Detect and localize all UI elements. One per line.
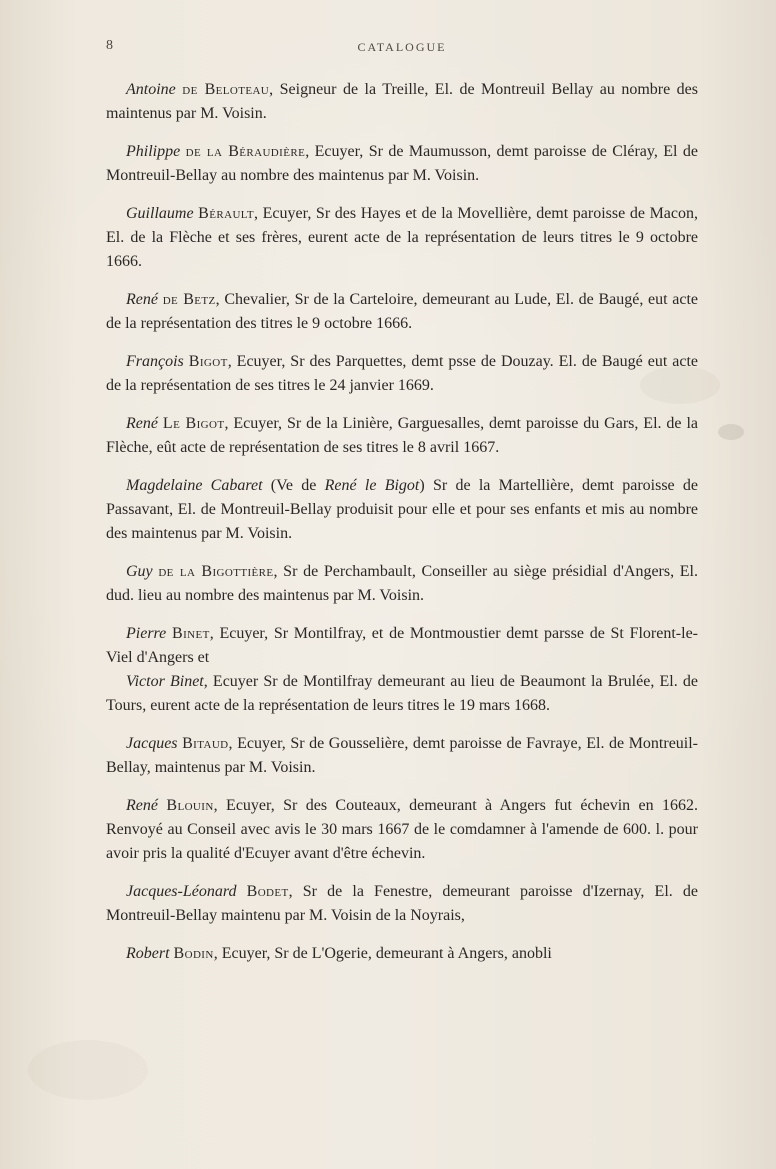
entry-family-name: Bitaud <box>182 735 229 752</box>
page-number: 8 <box>106 38 114 53</box>
entry-family-name: Blouin <box>166 797 214 814</box>
entry-given-name: Victor Binet <box>126 673 204 690</box>
entry-family-name: de Betz <box>162 291 216 308</box>
catalogue-entry <box>106 202 698 274</box>
running-title: CATALOGUE <box>357 40 447 54</box>
paper-stain <box>28 1040 148 1100</box>
entry-family-name: Le Bigot <box>162 415 225 432</box>
catalogue-entry <box>106 670 698 718</box>
entry-text: , Ecuyer, Sr de Maumusson, demt paroisse de Cléray, El de Montreuil-Bellay au nombre des maintenus par M. Voisin. <box>106 143 699 184</box>
entry-text: , Ecuyer, Sr des Parquettes, demt psse de Douzay. El. de Baugé eut acte de la représentation de ses titres le 24 janvier 1669. <box>106 353 698 394</box>
entry-given-name: Jacques <box>126 735 178 752</box>
entry-text: , Seigneur de la Treille, El. de Montreuil Bellay au nombre des maintenus par M. Voisin. <box>106 81 698 122</box>
entry-text: (Ve de <box>262 477 325 494</box>
catalogue-entry <box>106 732 698 780</box>
entry-given-name: François <box>126 353 184 370</box>
entry-given-name: René <box>126 415 158 432</box>
entry-family-name: Binet <box>172 625 210 642</box>
catalogue-entry <box>106 794 698 866</box>
entry-family-name: de la Béraudière <box>185 143 306 160</box>
running-head <box>106 38 698 64</box>
catalogue-entry <box>106 288 698 336</box>
catalogue-entry <box>106 560 698 608</box>
entry-family-name: de la Bigottière <box>158 563 274 580</box>
entry-text: , Ecuyer, Sr de Gousselière, demt paroisse de Favraye, El. de Montreuil-Bellay, maintenus par M. Voisin. <box>106 735 699 776</box>
entry-given-name: Guy <box>126 563 153 580</box>
entry-text: , Chevalier, Sr de la Carteloire, demeurant au Lude, El. de Baugé, eut acte de la représentation des titres le 9 octobre 1666. <box>106 291 699 332</box>
catalogue-entry <box>106 350 698 398</box>
entry-given-name: René <box>126 291 158 308</box>
entry-family-name: Bérault <box>198 205 255 222</box>
entry-given-name: René le Bigot <box>324 477 420 494</box>
entry-text: , Ecuyer, Sr de L'Ogerie, demeurant à Angers, anobli <box>213 945 552 962</box>
entry-given-name: René <box>126 797 158 814</box>
entry-text: ) Sr de la Martellière, demt paroisse de Passavant, El. de Montreuil-Bellay produisit pour elle et pour ses enfants et mis au nombre des maintenus par M. Voisin. <box>106 477 699 542</box>
catalogue-entry <box>106 942 698 966</box>
catalogue-entry <box>106 140 698 188</box>
entry-text: , Ecuyer, Sr de la Linière, Garguesalles, demt paroisse du Gars, El. de la Flèche, eût acte de représentation de ses titres le 8 avril 1667. <box>106 415 699 456</box>
entry-given-name: Philippe <box>126 143 181 160</box>
catalogue-entry <box>106 880 698 928</box>
entry-given-name: Jacques-Léonard <box>126 883 237 900</box>
entry-text: , Sr de la Fenestre, demeurant paroisse d'Izernay, El. de Montreuil-Bellay maintenu par M. Voisin de la Noyrais, <box>106 883 699 924</box>
entry-family-name: Bigot <box>188 353 228 370</box>
entry-given-name: Guillaume <box>126 205 194 222</box>
catalogue-entry <box>106 412 698 460</box>
entry-text: , Ecuyer, Sr Montilfray, et de Montmoustier demt parsse de St Florent-le-Viel d'Angers et <box>106 625 699 666</box>
catalogue-entry <box>106 78 698 126</box>
paper-stain <box>718 424 744 440</box>
entry-family-name: de Beloteau <box>182 81 270 98</box>
catalogue-entry <box>106 622 698 670</box>
catalogue-entry <box>106 474 698 546</box>
entry-given-name: Magdelaine Cabaret <box>126 477 263 494</box>
entry-given-name: Antoine <box>126 81 176 98</box>
entry-given-name: Robert <box>126 945 170 962</box>
entry-text: , Ecuyer, Sr des Couteaux, demeurant à Angers fut échevin en 1662. Renvoyé au Conseil avec avis le 30 mars 1667 de le comdamner à l'amende de 600. l. pour avoir pris la qualité d'Ecuyer avant d'être échevin. <box>106 797 698 862</box>
entry-text: , Sr de Perchambault, Conseiller au siège présidial d'Angers, El. dud. lieu au nombre des maintenus par M. Voisin. <box>106 563 698 604</box>
entry-given-name: Pierre <box>126 625 167 642</box>
entry-text: , Ecuyer Sr de Montilfray demeurant au lieu de Beaumont la Brulée, El. de Tours, eurent acte de la représentation de leurs titres le 19 mars 1668. <box>106 673 698 714</box>
entry-text <box>237 883 247 900</box>
catalogue-entries <box>106 78 698 966</box>
entry-text: , Ecuyer, Sr des Hayes et de la Movellière, demt paroisse de Macon, El. de la Flèche et ses frères, eurent acte de la représentation de leurs titres le 9 octobre 1666. <box>106 205 699 270</box>
entry-family-name: Bodet <box>246 883 289 900</box>
entry-family-name: Bodin <box>173 945 214 962</box>
